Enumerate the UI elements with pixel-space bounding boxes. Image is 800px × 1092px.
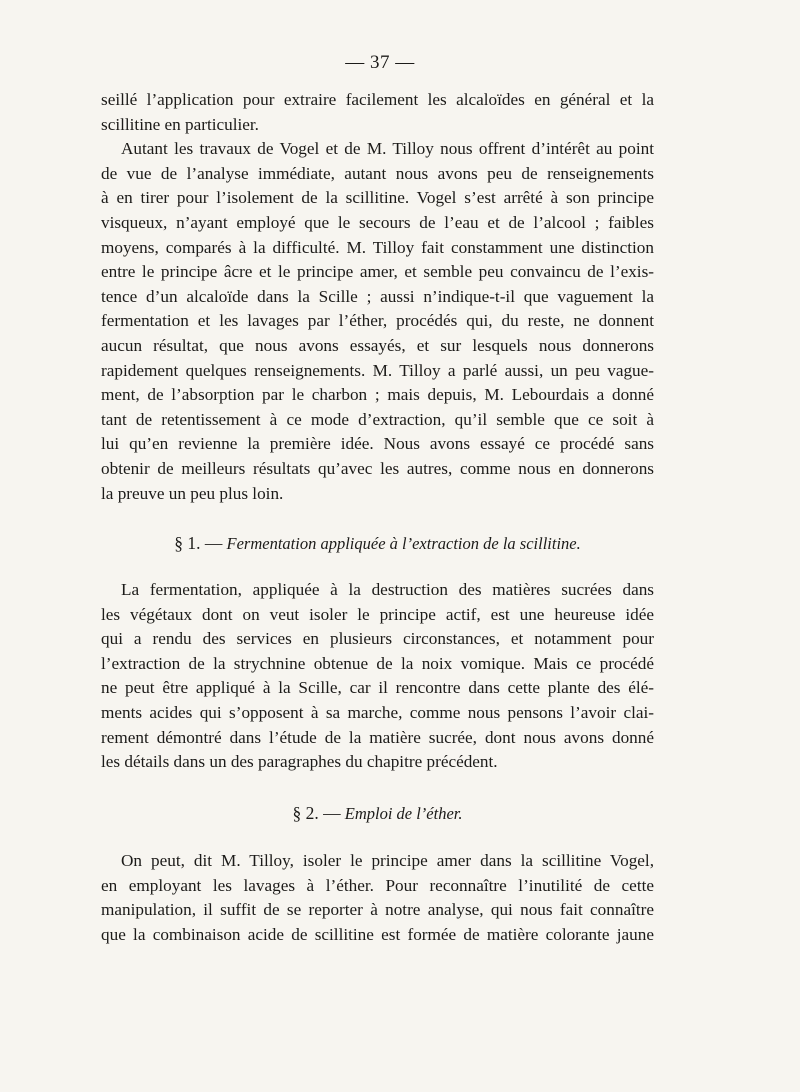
section-title: Emploi de l’éther. [344,804,463,823]
text-line: la preuve un peu plus loin. [101,483,284,503]
text-line: ments acides qui s’opposent à sa marche, comme nous pensons l’avoir clai- [101,702,654,722]
paragraph-block-intro [101,88,654,506]
text-line: obtenir de meilleurs résultats qu’avec les autres, comme nous en donnerons [101,458,654,478]
text-line: aucun résultat, que nous avons essayés, et sur lesquels nous donnerons [101,335,654,355]
page-number: — 37 — [345,52,415,73]
paragraph-block-fermentation [101,578,654,775]
text-line: scillitine en particulier. [101,114,259,134]
text-line: tant de retentissement à ce mode d’extraction, qu’il semble que ce soit à [101,409,654,429]
text-line: moyens, comparés à la difficulté. M. Tilloy fait constamment une distinction [101,237,654,257]
text-line: à en tirer pour l’isolement de la scillitine. Vogel s’est arrêté à son principe [101,188,654,208]
text-line: entre le principe âcre et le principe amer, et semble peu convaincu de l’exis- [101,262,654,282]
text-line: de vue de l’analyse immédiate, autant nous avons peu de renseignements [101,163,654,183]
text-line: en employant les lavages à l’éther. Pour reconnaître l’inutilité de cette [101,875,654,895]
text-line: que la combinaison acide de scillitine est formée de matière colorante jaune [101,924,654,944]
text-line: ne peut être appliqué à la Scille, car il rencontre dans cette plante des élé- [101,678,654,698]
text-line: les végétaux dont on veut isoler le principe actif, est une heureuse idée [101,604,654,624]
text-line: seillé l’application pour extraire facilement les alcaloïdes en général et la [101,90,654,109]
text-line: les détails dans un des paragraphes du chapitre précédent. [101,752,498,772]
text-line: ment, de l’absorption par le charbon ; mais depuis, M. Lebourdais a donné [101,385,654,405]
text-line: rement démontré dans l’étude de la matière sucrée, dont nous avons donné [101,727,654,747]
text-line: l’extraction de la strychnine obtenue de la noix vomique. Mais ce procédé [101,653,654,673]
text-line: On peut, dit M. Tilloy, isoler le principe amer dans la scillitine Vogel, [121,851,654,870]
text-line: tence d’un alcaloïde dans la Scille ; aussi n’indique-t-il que vaguement la [101,286,654,306]
text-line: fermentation et les lavages par l’éther, procédés qui, du reste, ne donnent [101,311,654,331]
text-line: rapidement quelques renseignements. M. Tilloy a parlé aussi, un peu vague- [101,360,654,380]
text-line: qui a rendu des services en plusieurs circonstances, et notamment pour [101,629,654,649]
section-number: § 1. — [174,533,223,553]
text-line: visqueux, n’ayant employé que le secours de l’eau et de l’alcool ; faibles [101,212,654,232]
text-line: La fermentation, appliquée à la destruction des matières sucrées dans [121,580,654,599]
section-number: § 2. — [292,803,341,823]
text-line: manipulation, il suffit de se reporter à notre analyse, qui nous fait connaître [101,900,654,920]
section-heading-2 [101,803,654,824]
text-line: Autant les travaux de Vogel et de M. Tilloy nous offrent d’intérêt au point [121,139,654,159]
section-title: Fermentation appliquée à l’extraction de la scillitine. [226,534,581,553]
section-heading-1 [101,533,654,554]
paragraph-block-ether [101,849,654,947]
text-line: lui qu’en revienne la première idée. Nous avons essayé ce procédé sans [101,434,654,454]
